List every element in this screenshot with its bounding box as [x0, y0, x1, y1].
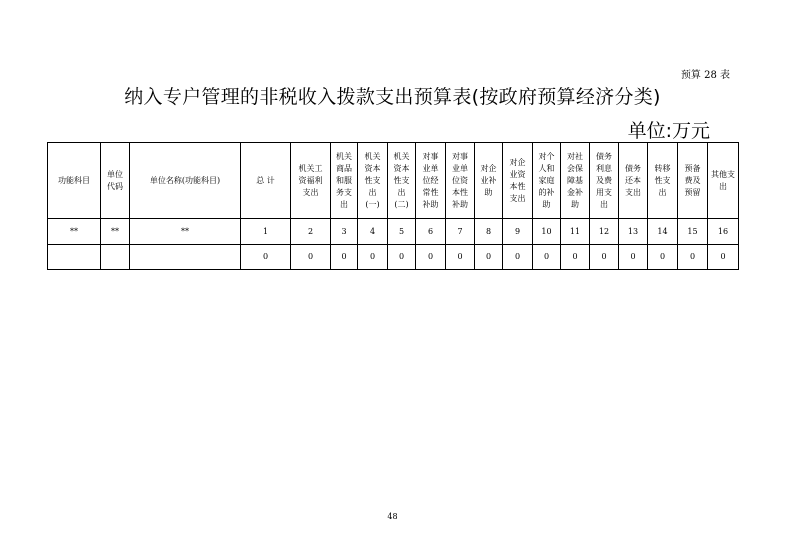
header-cell: 功能科目: [48, 143, 101, 219]
index-cell: 12: [590, 219, 619, 245]
index-row: [48, 219, 739, 245]
value-cell: [101, 245, 130, 270]
value-cell: 0: [446, 245, 475, 270]
index-cell: 6: [416, 219, 446, 245]
header-cell: 单位名称(功能科目): [130, 143, 241, 219]
header-cell: 对企 业补 助: [475, 143, 503, 219]
index-cell: 8: [475, 219, 503, 245]
index-cell: **: [101, 219, 130, 245]
value-cell: [48, 245, 101, 270]
index-cell: 4: [358, 219, 388, 245]
value-cell: 0: [678, 245, 708, 270]
value-cell: 0: [358, 245, 388, 270]
value-cell: 0: [648, 245, 678, 270]
header-cell: 机关工 资福利 支出: [291, 143, 331, 219]
page-number: 48: [387, 512, 398, 521]
index-cell: **: [130, 219, 241, 245]
index-cell: 10: [533, 219, 561, 245]
header-cell: 机关 资本 性支 出 (二): [388, 143, 416, 219]
value-cell: 0: [533, 245, 561, 270]
unit-label: 单位:万元: [627, 120, 710, 142]
index-cell: 2: [291, 219, 331, 245]
index-cell: 3: [331, 219, 358, 245]
index-cell: 16: [708, 219, 739, 245]
budget-table: [47, 142, 739, 270]
header-cell: 总 计: [241, 143, 291, 219]
index-cell: 7: [446, 219, 475, 245]
index-cell: 5: [388, 219, 416, 245]
value-cell: 0: [503, 245, 533, 270]
value-cell: 0: [561, 245, 590, 270]
value-cell: 0: [475, 245, 503, 270]
header-row: [48, 143, 739, 219]
header-cell: 预备 费及 预留: [678, 143, 708, 219]
table-number: 预算 28 表: [680, 70, 730, 81]
header-cell: 对事 业单 位资 本性 补助: [446, 143, 475, 219]
value-row: [48, 245, 739, 270]
value-cell: [130, 245, 241, 270]
index-cell: 11: [561, 219, 590, 245]
header-cell: 债务 还本 支出: [619, 143, 648, 219]
value-cell: 0: [388, 245, 416, 270]
index-cell: 13: [619, 219, 648, 245]
index-cell: 14: [648, 219, 678, 245]
header-cell: 对企 业资 本性 支出: [503, 143, 533, 219]
header-cell: 转移 性支 出: [648, 143, 678, 219]
header-cell: 机关 资本 性支 出 (一): [358, 143, 388, 219]
header-cell: 对社 会保 障基 金补 助: [561, 143, 590, 219]
header-cell: 对个 人和 家庭 的补 助: [533, 143, 561, 219]
index-cell: **: [48, 219, 101, 245]
page-title: 纳入专户管理的非税收入拨款支出预算表(按政府预算经济分类): [124, 86, 661, 108]
header-cell: 机关 商品 和服 务支 出: [331, 143, 358, 219]
value-cell: 0: [619, 245, 648, 270]
header-cell: 对事 业单 位经 常性 补助: [416, 143, 446, 219]
index-cell: 1: [241, 219, 291, 245]
index-cell: 9: [503, 219, 533, 245]
header-cell: 债务 利息 及费 用支 出: [590, 143, 619, 219]
value-cell: 0: [331, 245, 358, 270]
header-cell: 单位 代码: [101, 143, 130, 219]
value-cell: 0: [416, 245, 446, 270]
value-cell: 0: [708, 245, 739, 270]
index-cell: 15: [678, 219, 708, 245]
value-cell: 0: [590, 245, 619, 270]
header-cell: 其他支 出: [708, 143, 739, 219]
value-cell: 0: [241, 245, 291, 270]
value-cell: 0: [291, 245, 331, 270]
